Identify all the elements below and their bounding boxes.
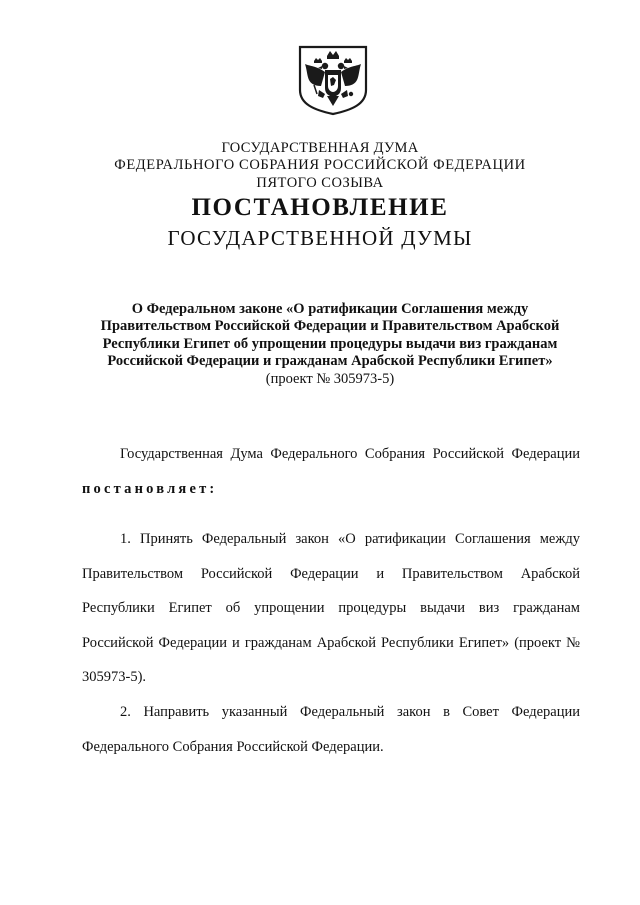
intro-paragraph xyxy=(82,437,580,506)
document-subtitle: ГОСУДАРСТВЕННОЙ ДУМЫ xyxy=(167,226,473,250)
header-line-2: ФЕДЕРАЛЬНОГО СОБРАНИЯ РОССИЙСКОЙ ФЕДЕРАЦИИ xyxy=(114,157,526,173)
russian-coat-of-arms-icon xyxy=(297,44,369,116)
decision-item-2: 2. Направить указанный Федеральный закон в Совет Федерации Федерального Собрания Российской Федерации. xyxy=(82,704,580,755)
decision-item-1: 1. Принять Федеральный закон «О ратификации Соглашения между Правительством Российской Федерации и Правительством Арабской Республики Египет об упрощении процедуры выдачи виз гражданам Российской Федерации и гражданам Арабской Республики Египет» (проект № 305973-5). xyxy=(82,531,580,685)
decree-word: постановляет: xyxy=(82,480,218,497)
header-line-3: ПЯТОГО СОЗЫВА xyxy=(256,175,384,191)
subject-text: О Федеральном законе «О ратификации Соглашения между Правительством Российской Федерации и Правительством Арабской Республики Египет об упрощении процедуры выдачи виз гражданам Российской Федерации и гражданам Арабской Республики Египет» xyxy=(100,301,560,370)
subject-block xyxy=(90,301,570,388)
subject-project-number: (проект № 305973-5) xyxy=(265,370,395,387)
document-title: ПОСТАНОВЛЕНИЕ xyxy=(191,194,449,221)
header-line-1: ГОСУДАРСТВЕННАЯ ДУМА xyxy=(221,140,419,156)
intro-text: Государственная Дума Федерального Собрания Российской Федерации xyxy=(120,446,580,462)
